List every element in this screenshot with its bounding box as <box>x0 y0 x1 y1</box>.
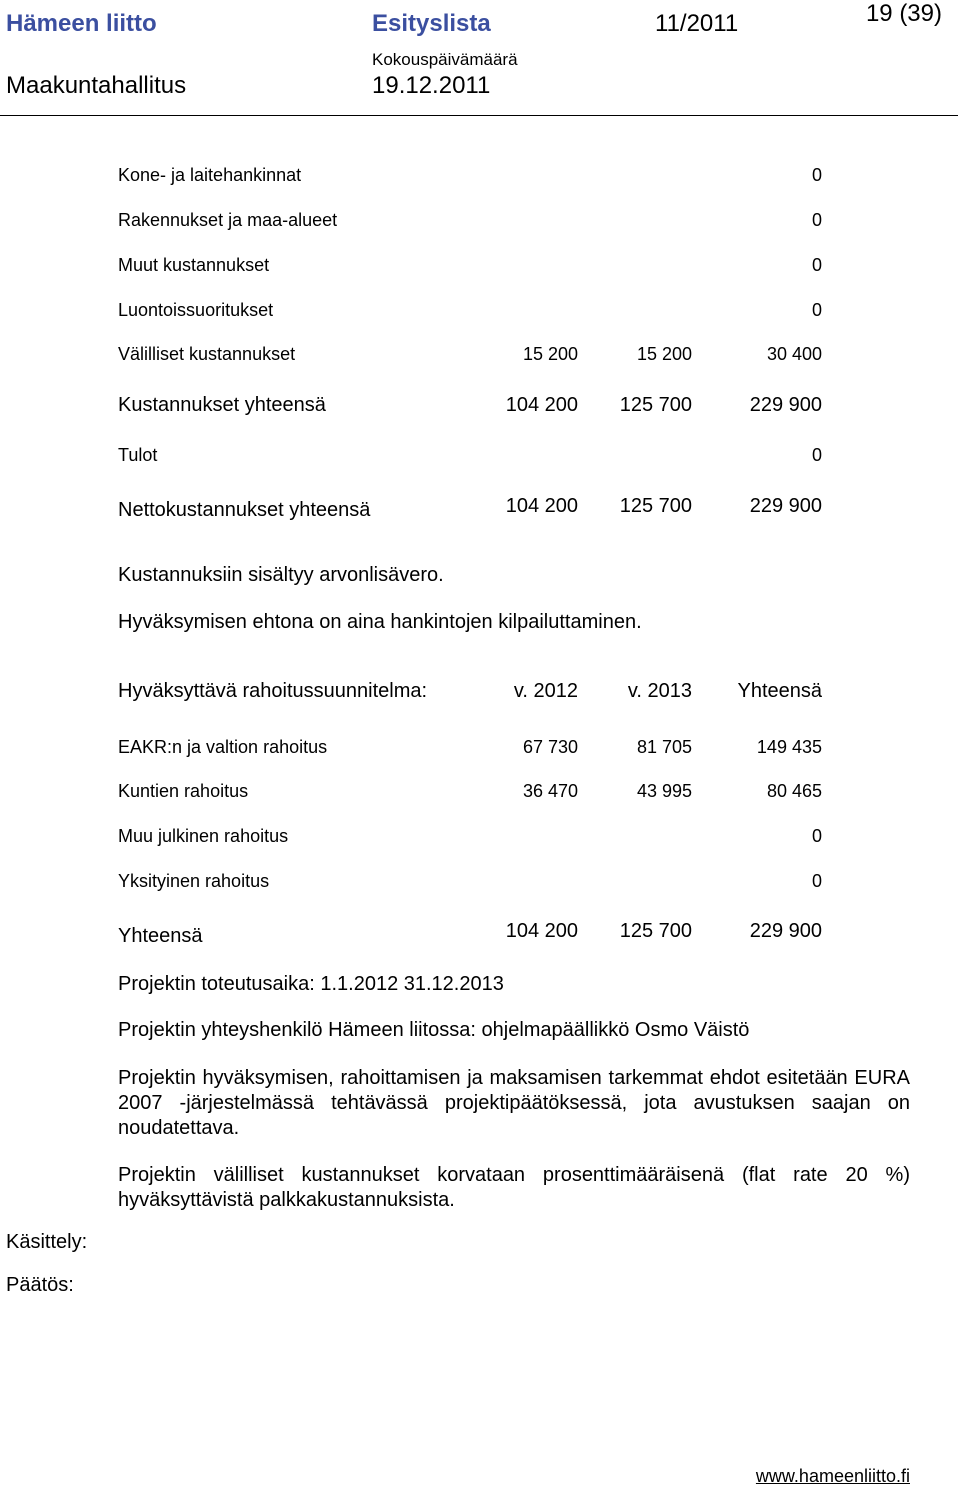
cost-row-label: Tulot <box>118 445 158 465</box>
financing-row-total: 229 900 <box>749 920 822 942</box>
cost-row-label: Kone- ja laitehankinnat <box>118 165 302 185</box>
financing-row-label: Muu julkinen rahoitus <box>118 826 289 846</box>
cost-row-total: 0 <box>811 300 822 320</box>
cost-row-total: 0 <box>811 165 822 185</box>
date-label: Kokouspäivämäärä <box>372 50 518 69</box>
cost-row-2013: 125 700 <box>619 394 692 416</box>
financing-header-total: Yhteensä <box>737 680 822 702</box>
header-rule <box>0 115 958 116</box>
financing-row-2012: 104 200 <box>505 920 578 942</box>
page-number: 19 (39) <box>865 0 942 27</box>
cost-row-label: Muut kustannukset <box>118 255 270 275</box>
financing-row-label: EAKR:n ja valtion rahoitus <box>118 737 328 757</box>
financing-row-2013: 125 700 <box>619 920 692 942</box>
cost-row-total: 0 <box>811 210 822 230</box>
financing-row-label: Yhteensä <box>118 925 203 947</box>
cost-row-total: 229 900 <box>749 495 822 517</box>
financing-row-2013: 43 995 <box>636 781 692 801</box>
governing-body: Maakuntahallitus <box>6 72 187 99</box>
cost-row-2012: 104 200 <box>505 394 578 416</box>
financing-header-2012: v. 2012 <box>513 680 578 702</box>
cost-row-2012: 104 200 <box>505 495 578 517</box>
project-contact: Projektin yhteyshenkilö Hämeen liitossa: ohjelmapäällikkö Osmo Väistö <box>118 1019 750 1041</box>
cost-row-total: 30 400 <box>766 344 822 364</box>
financing-row-total: 0 <box>811 826 822 846</box>
financing-header-label: Hyväksyttävä rahoitussuunnitelma: <box>118 680 428 702</box>
cost-row-label: Luontoissuoritukset <box>118 300 274 320</box>
financing-row-2012: 36 470 <box>522 781 578 801</box>
handling-label: Käsittely: <box>6 1231 88 1253</box>
org-name: Hämeen liitto <box>6 10 157 37</box>
project-terms: Projektin hyväksymisen, rahoittamisen ja maksamisen tarkemmat ehdot esitetään EURA 2007 -järjestelmässä tehtävässä projektipäätöksessä, jota avustuksen saajan on noudatettava. <box>118 1067 910 1139</box>
cost-row-2012: 15 200 <box>522 344 578 364</box>
cost-row-label: Nettokustannukset yhteensä <box>118 499 371 521</box>
cost-row-total: 0 <box>811 255 822 275</box>
cost-row-total: 0 <box>811 445 822 465</box>
financing-row-total: 80 465 <box>766 781 822 801</box>
doc-type: Esityslista <box>372 10 491 37</box>
footer-link[interactable]: www.hameenliitto.fi <box>755 1466 910 1486</box>
cost-row-label: Välilliset kustannukset <box>118 344 296 364</box>
meeting-date: 19.12.2011 <box>372 72 491 99</box>
cost-row-label: Rakennukset ja maa-alueet <box>118 210 338 230</box>
procurement-note: Hyväksymisen ehtona on aina hankintojen kilpailuttaminen. <box>118 611 642 633</box>
cost-row-total: 229 900 <box>749 394 822 416</box>
vat-note: Kustannuksiin sisältyy arvonlisävero. <box>118 564 444 586</box>
financing-row-total: 149 435 <box>756 737 822 757</box>
financing-row-label: Kuntien rahoitus <box>118 781 249 801</box>
decision-label: Päätös: <box>6 1274 74 1296</box>
cost-row-label: Kustannukset yhteensä <box>118 394 326 416</box>
financing-row-label: Yksityinen rahoitus <box>118 871 270 891</box>
doc-number: 11/2011 <box>655 10 739 37</box>
financing-row-2012: 67 730 <box>522 737 578 757</box>
project-duration: Projektin toteutusaika: 1.1.2012 31.12.2013 <box>118 973 504 995</box>
financing-header-2013: v. 2013 <box>627 680 692 702</box>
cost-row-2013: 125 700 <box>619 495 692 517</box>
cost-row-2013: 15 200 <box>636 344 692 364</box>
financing-row-2013: 81 705 <box>636 737 692 757</box>
financing-row-total: 0 <box>811 871 822 891</box>
indirect-costs: Projektin välilliset kustannukset korvataan prosenttimääräisenä (flat rate 20 %) hyväksyttävistä palkkakustannuksista. <box>118 1164 910 1211</box>
